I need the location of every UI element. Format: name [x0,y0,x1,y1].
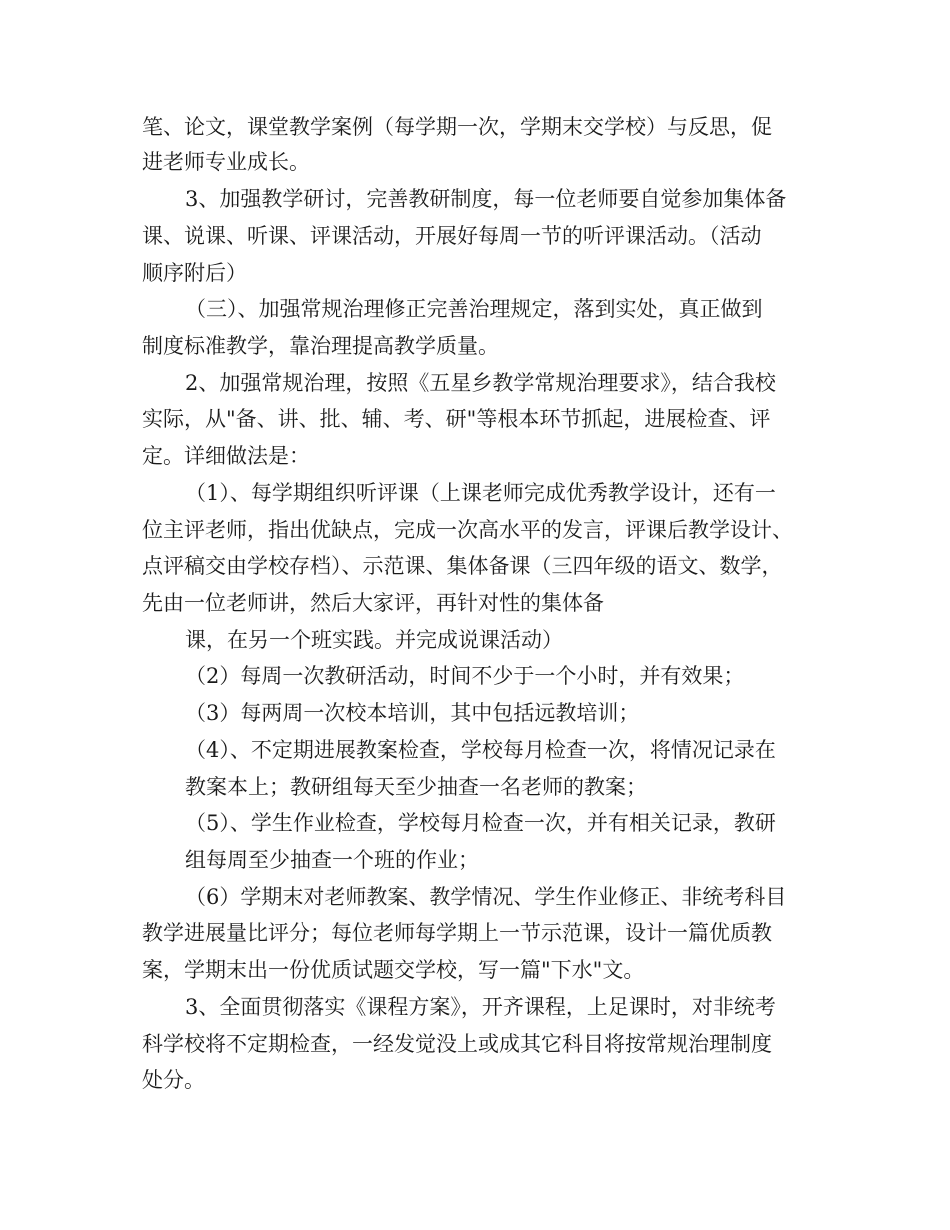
text-line: 教案本上；教研组每天至少抽查一名老师的教案； [185,775,647,799]
text-line: 制度标准教学，靠治理提高教学质量。 [142,334,499,358]
text-line: （3）每两周一次校本培训，其中包括远教培训； [185,701,640,725]
text-line: （2）每周一次教研活动，时间不少于一个小时，并有效果； [185,664,745,688]
text-line: 3、全面贯彻落实《课程方案》，开齐课程，上足课时，对非统考 [185,995,776,1019]
text-line: 先由一位老师讲，然后大家评，再针对性的集体备 [142,591,604,615]
text-line: 案，学期末出一份优质试题交学校，写一篇"下水"文。 [142,958,645,982]
text-line: （1）、每学期组织听评课（上课老师完成优秀教学设计，还有一 [185,481,776,505]
text-line: 位主评老师，指出优缺点，完成一次高水平的发言，评课后教学设计、 [142,518,793,542]
text-line: 进老师专业成长。 [142,150,310,174]
text-line: 科学校将不定期检查，一经发觉没上或成其它科目将按常规治理制度 [142,1032,772,1056]
text-line: 笔、论文，课堂教学案例（每学期一次，学期末交学校）与反思，促 [142,115,772,139]
text-line: 课、说课、听课、评课活动，开展好每周一节的听评课活动。（活动 [142,224,762,248]
text-line: 教学进展量比评分；每位老师每学期上一节示范课，设计一篇优质教 [142,921,772,945]
text-line: （5）、学生作业检查，学校每月检查一次，并有相关记录，教研 [185,811,776,835]
text-line: （4）、不定期进展教案检查，学校每月检查一次，将情况记录在 [185,738,776,762]
text-line: 顺序附后） [142,261,247,285]
text-line: 点评稿交由学校存档）、示范课、集体备课（三四年级的语文、数学， [142,554,783,578]
text-line: 处分。 [142,1068,205,1092]
text-line: 2、加强常规治理，按照《五星乡教学常规治理要求》，结合我校 [185,371,776,395]
text-line: 组每周至少抽查一个班的作业； [185,848,479,872]
text-line: 实际，从"备、讲、批、辅、考、研"等根本环节抓起，进展检查、评 [142,407,771,431]
text-line: 课，在另一个班实践。并完成说课活动） [185,628,563,652]
text-line: （三）、加强常规治理修正完善治理规定，落到实处，真正做到 [185,297,763,321]
text-line: 3、加强教学研讨，完善教研制度，每一位老师要自觉参加集体备 [185,187,787,211]
text-line: 定。详细做法是： [142,444,310,468]
text-line: （6）学期末对老师教案、教学情况、学生作业修正、非统考科目 [185,885,787,909]
